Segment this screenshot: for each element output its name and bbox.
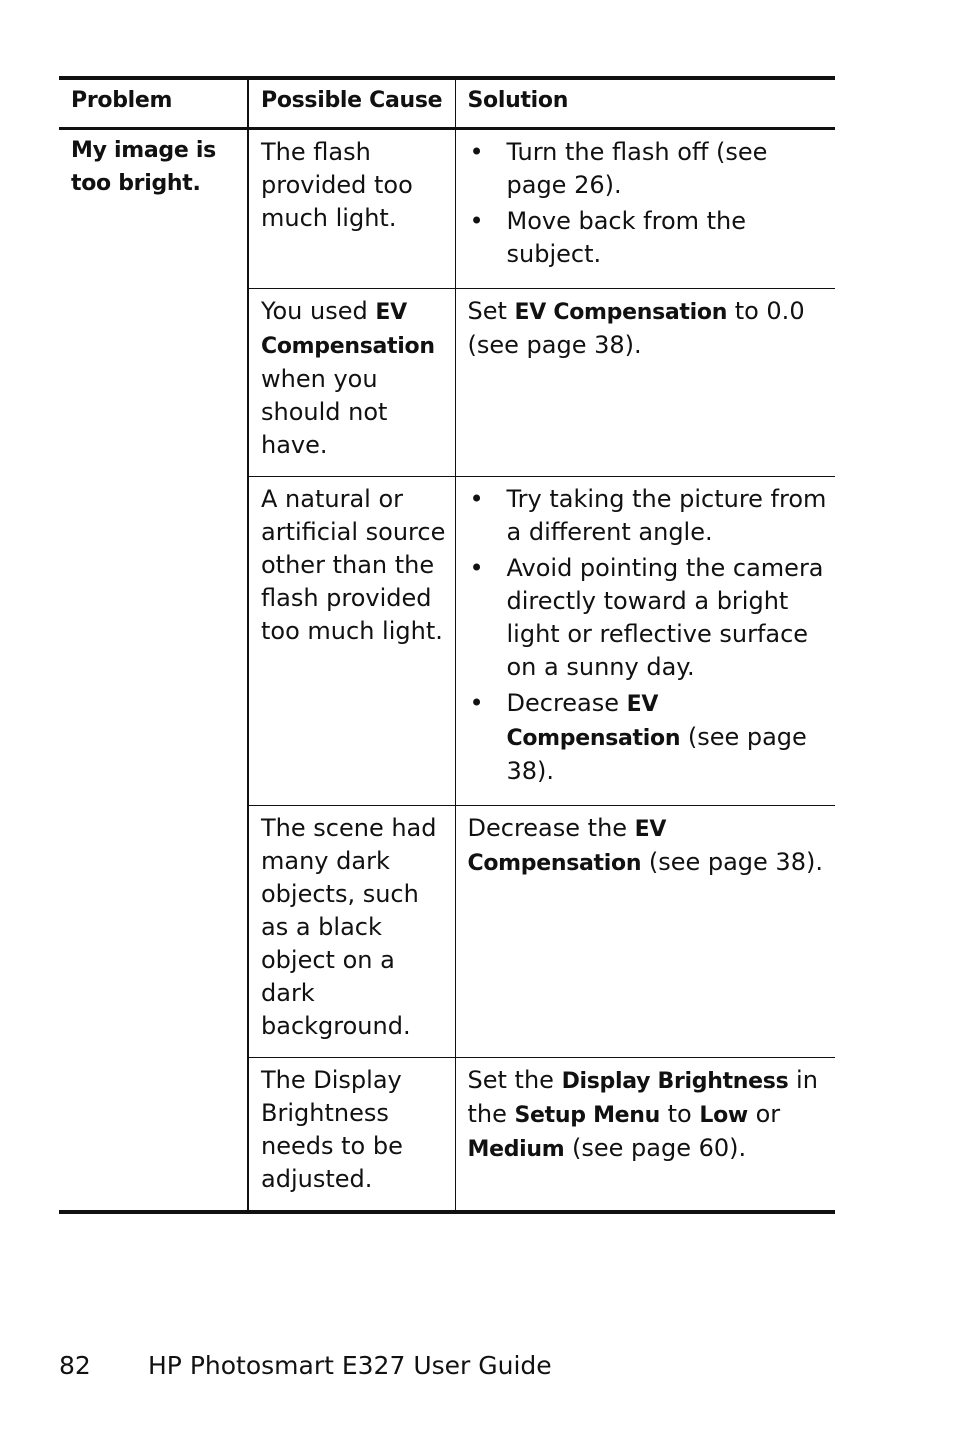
cause-cell: The Display Brightness needs to be adjusted. bbox=[248, 1057, 455, 1212]
cause-cell: The scene had many dark objects, such as a black object on a dark background. bbox=[248, 805, 455, 1057]
solution-bullet bbox=[468, 687, 832, 788]
solution-text: Set the bbox=[467, 1065, 562, 1094]
solution-term: EV Compensation bbox=[514, 299, 728, 325]
page-footer bbox=[59, 1349, 552, 1383]
guide-title: HP Photosmart E327 User Guide bbox=[148, 1351, 552, 1380]
solution-text: (see page 60). bbox=[564, 1133, 747, 1162]
solution-cell bbox=[455, 805, 835, 1057]
solution-text: (see page 38). bbox=[506, 722, 807, 785]
solution-bullet: • Move back from the subject. bbox=[468, 205, 832, 271]
solution-term: Low bbox=[699, 1102, 748, 1128]
cause-text: when you should not have. bbox=[261, 364, 388, 459]
table-row bbox=[59, 128, 835, 288]
solution-term: Medium bbox=[467, 1136, 565, 1162]
cause-cell: The flash provided too much light. bbox=[248, 128, 455, 288]
cause-term: EV Compensation bbox=[261, 299, 435, 359]
solution-cell bbox=[455, 1057, 835, 1212]
solution-term: EV Compensation bbox=[467, 816, 667, 876]
solution-list bbox=[468, 483, 832, 788]
solution-bullet: • Turn the flash off (see page 26). bbox=[468, 136, 832, 202]
solution-text: to bbox=[660, 1099, 700, 1128]
cause-cell bbox=[248, 288, 455, 476]
cause-cell: A natural or artificial source other than the flash provided too much light. bbox=[248, 476, 455, 805]
cause-text: You used bbox=[261, 296, 376, 325]
page-number: 82 bbox=[59, 1351, 91, 1380]
solution-term: Setup Menu bbox=[514, 1102, 661, 1128]
solution-list bbox=[468, 136, 832, 271]
solution-bullet: • Avoid pointing the camera directly toward a bright light or reflective surface on a sunny day. bbox=[468, 552, 832, 684]
problem-cell: My image is too bright. bbox=[59, 128, 248, 1212]
header-problem: Problem bbox=[59, 78, 248, 128]
solution-text: Decrease the bbox=[467, 813, 635, 842]
troubleshooting-table bbox=[59, 76, 835, 1214]
solution-bullet: • Try taking the picture from a different angle. bbox=[468, 483, 832, 549]
solution-text: or bbox=[747, 1099, 781, 1128]
solution-text: (see page 38). bbox=[641, 847, 823, 876]
solution-text: Decrease bbox=[506, 688, 627, 717]
header-possible-cause: Possible Cause bbox=[248, 78, 455, 128]
solution-text: to 0.0 (see page 38). bbox=[467, 296, 805, 359]
solution-text: Set bbox=[467, 296, 515, 325]
solution-cell bbox=[455, 288, 835, 476]
header-solution: Solution bbox=[467, 88, 569, 113]
solution-text: in the bbox=[467, 1065, 818, 1128]
solution-cell bbox=[455, 476, 835, 805]
solution-term: Display Brightness bbox=[561, 1068, 789, 1094]
solution-cell bbox=[455, 128, 835, 288]
table-header-row bbox=[59, 78, 835, 128]
solution-term: EV Compensation bbox=[506, 691, 681, 751]
